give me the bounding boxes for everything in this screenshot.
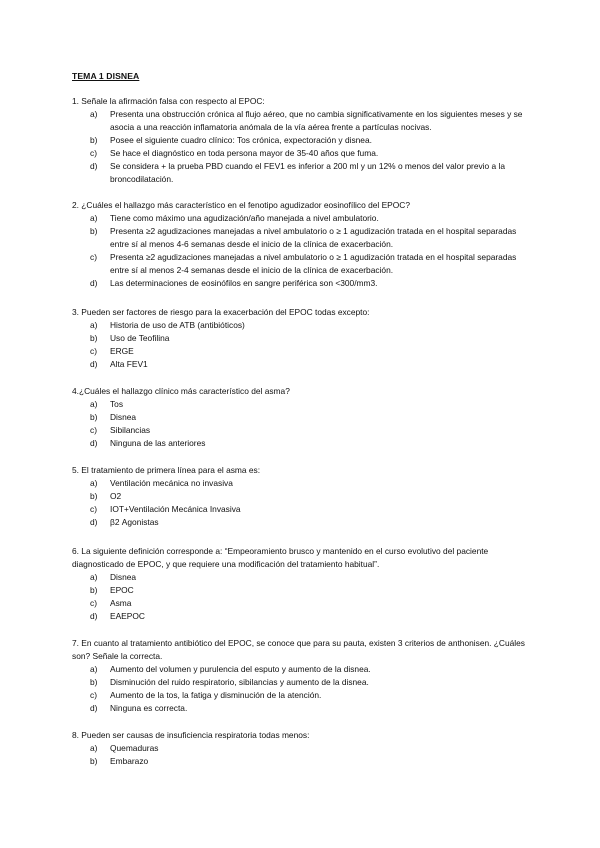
option-text: Presenta ≥2 agudizaciones manejadas a nivel ambulatorio o ≥ 1 agudización tratada en el hospital separadas entre sí al menos 4-6 semanas desde el inicio de la clínica de exacerbación. [110, 226, 517, 249]
option-text: Se hace el diagnóstico en toda persona mayor de 35-40 años que fuma. [110, 148, 379, 158]
option-letter: a) [90, 109, 98, 119]
option-b [72, 225, 532, 251]
option-letter: d) [90, 703, 98, 713]
question-2 [72, 199, 532, 290]
option-b [72, 676, 532, 689]
option-letter: b) [90, 333, 98, 343]
question-text: 6. La siguiente definición corresponde a: “Empeoramiento brusco y mantenido en el curso evolutivo del paciente diagnosticado de EPOC, y que requiere una modificación del tratamiento habitual”. [72, 546, 489, 569]
question-text: 1. Señale la afirmación falsa con respecto al EPOC: [72, 96, 265, 106]
option-letter: b) [90, 756, 98, 766]
option-c [72, 251, 532, 277]
option-a [72, 663, 532, 676]
option-letter: d) [90, 359, 98, 369]
option-d [72, 702, 532, 715]
option-text: Disminución del ruido respiratorio, sibilancias y aumento de la disnea. [110, 677, 369, 687]
option-text: O2 [110, 491, 122, 501]
option-text: Tos [110, 399, 124, 409]
option-c [72, 424, 532, 437]
option-b [72, 490, 532, 503]
option-text: Aumento de la tos, la fatiga y disminución de la atención. [110, 690, 322, 700]
option-text: Alta FEV1 [110, 359, 148, 369]
question-text: 8. Pueden ser causas de insuficiencia respiratoria todas menos: [72, 730, 310, 740]
question-6 [72, 545, 532, 623]
option-text: Embarazo [110, 756, 149, 766]
option-c [72, 345, 532, 358]
option-text: Ventilación mecánica no invasiva [110, 478, 233, 488]
option-a [72, 212, 532, 225]
option-letter: b) [90, 677, 98, 687]
question-text: 5. El tratamiento de primera línea para el asma es: [72, 465, 261, 475]
option-a [72, 108, 532, 134]
option-text: Aumento del volumen y purulencia del esputo y aumento de la disnea. [110, 664, 371, 674]
option-d [72, 358, 532, 371]
option-a [72, 742, 532, 755]
option-text: Sibilancias [110, 425, 151, 435]
option-letter: c) [90, 690, 97, 700]
option-letter: d) [90, 611, 98, 621]
question-text: 2. ¿Cuáles el hallazgo más característico en el fenotipo agudizador eosinofílico del EPOC? [72, 200, 410, 210]
option-a [72, 398, 532, 411]
option-letter: b) [90, 585, 98, 595]
option-a [72, 319, 532, 332]
option-letter: c) [90, 252, 97, 262]
option-d [72, 160, 532, 186]
option-text: Quemaduras [110, 743, 159, 753]
option-text: Posee el siguiente cuadro clínico: Tos crónica, expectoración y disnea. [110, 135, 372, 145]
option-letter: d) [90, 438, 98, 448]
option-a [72, 571, 532, 584]
option-text: IOT+Ventilación Mecánica Invasiva [110, 504, 241, 514]
option-c [72, 689, 532, 702]
option-b [72, 134, 532, 147]
option-text: Presenta ≥2 agudizaciones manejadas a nivel ambulatorio o ≥ 1 agudización tratada en el hospital separadas entre sí al menos 2-4 semanas desde el inicio de la clínica de exacerbación. [110, 252, 517, 275]
option-text: Tiene como máximo una agudización/año manejada a nivel ambulatorio. [110, 213, 379, 223]
option-letter: a) [90, 572, 98, 582]
question-text: 7. En cuanto al tratamiento antibiótico del EPOC, se conoce que para su pauta, existen 3 criterios de anthonisen. ¿Cuáles son? Señale la correcta. [72, 638, 525, 661]
option-c [72, 597, 532, 610]
option-text: Asma [110, 598, 132, 608]
option-letter: c) [90, 346, 97, 356]
option-d [72, 610, 532, 623]
option-text: Uso de Teofilina [110, 333, 170, 343]
option-text: ERGE [110, 346, 134, 356]
option-c [72, 503, 532, 516]
option-letter: c) [90, 504, 97, 514]
question-text: 4.¿Cuáles el hallazgo clínico más característico del asma? [72, 386, 290, 396]
question-7 [72, 637, 532, 715]
option-d [72, 277, 532, 290]
document-title: TEMA 1 DISNEA [72, 71, 140, 81]
question-5 [72, 464, 532, 529]
question-8 [72, 729, 532, 768]
option-letter: d) [90, 517, 98, 527]
option-letter: c) [90, 148, 97, 158]
option-letter: b) [90, 135, 98, 145]
option-b [72, 411, 532, 424]
option-d [72, 516, 532, 529]
option-text: Historia de uso de ATB (antibióticos) [110, 320, 245, 330]
option-b [72, 332, 532, 345]
option-text: Presenta una obstrucción crónica al flujo aéreo, que no cambia significativamente en los siguientes meses y se asocia a una reacción inflamatoria anómala de la vía aérea frente a partículas nocivas. [110, 109, 523, 132]
option-letter: a) [90, 399, 98, 409]
option-d [72, 437, 532, 450]
option-b [72, 755, 532, 768]
question-3 [72, 306, 532, 371]
option-letter: a) [90, 478, 98, 488]
option-letter: a) [90, 320, 98, 330]
option-text: EAEPOC [110, 611, 145, 621]
option-letter: a) [90, 743, 98, 753]
question-text: 3. Pueden ser factores de riesgo para la exacerbación del EPOC todas excepto: [72, 307, 370, 317]
option-letter: d) [90, 278, 98, 288]
option-letter: a) [90, 213, 98, 223]
option-c [72, 147, 532, 160]
option-text: Disnea [110, 572, 137, 582]
question-4 [72, 385, 532, 450]
option-b [72, 584, 532, 597]
option-letter: a) [90, 664, 98, 674]
option-text: EPOC [110, 585, 134, 595]
option-letter: c) [90, 425, 97, 435]
option-text: Las determinaciones de eosinófilos en sangre periférica son <300/mm3. [110, 278, 378, 288]
option-letter: b) [90, 412, 98, 422]
option-text: Disnea [110, 412, 137, 422]
option-text: Ninguna de las anteriores [110, 438, 206, 448]
option-a [72, 477, 532, 490]
option-text: Ninguna es correcta. [110, 703, 188, 713]
option-letter: b) [90, 226, 98, 236]
question-1 [72, 95, 532, 186]
option-letter: c) [90, 598, 97, 608]
option-letter: d) [90, 161, 98, 171]
option-letter: b) [90, 491, 98, 501]
option-text: Se considera + la prueba PBD cuando el FEV1 es inferior a 200 ml y un 12% o menos del valor previo a la broncodilatación. [110, 161, 506, 184]
option-text: β2 Agonistas [110, 517, 159, 527]
